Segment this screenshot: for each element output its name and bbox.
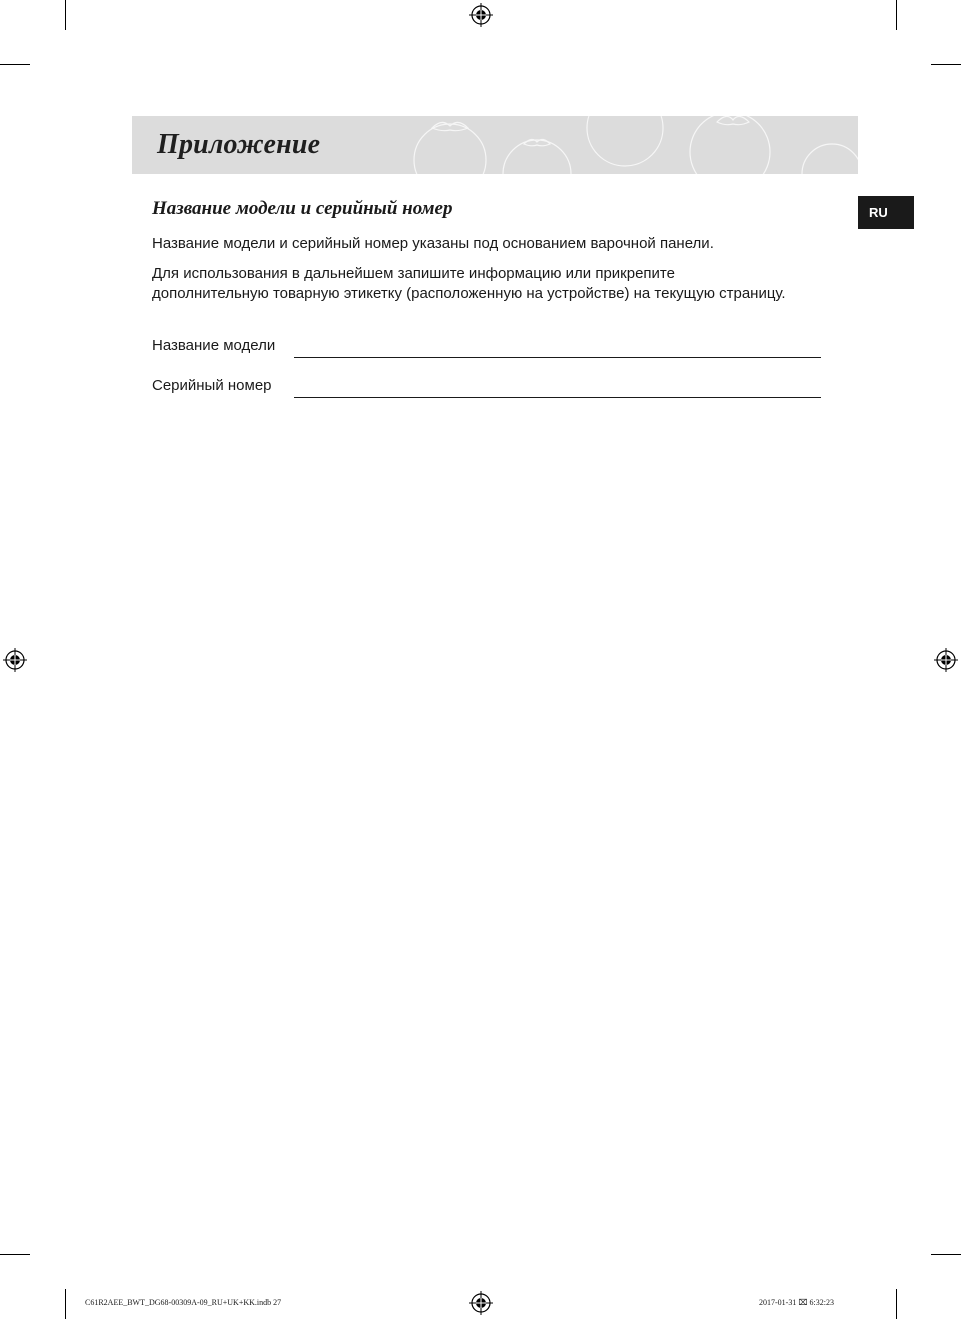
language-tab: RU xyxy=(858,196,914,229)
footer-datetime: 2017-01-31 ⌧ 6:32:23 xyxy=(759,1298,834,1307)
crop-mark xyxy=(896,1289,897,1319)
model-name-label: Название модели xyxy=(152,337,276,354)
registration-mark-icon xyxy=(934,648,958,672)
registration-mark-icon xyxy=(469,1291,493,1315)
crop-mark xyxy=(65,0,66,30)
model-name-entry-line xyxy=(294,357,821,358)
paragraph: Название модели и серийный номер указаны под основанием варочной панели. xyxy=(152,235,714,252)
crop-mark xyxy=(0,1254,30,1255)
crop-mark xyxy=(896,0,897,30)
registration-mark-icon xyxy=(469,3,493,27)
footer-file-info: C61R2AEE_BWT_DG68-00309A-09_RU+UK+KK.indb 27 xyxy=(85,1298,282,1307)
page-title: Приложение xyxy=(157,129,321,160)
crop-mark xyxy=(931,64,961,65)
header-band xyxy=(132,116,858,174)
serial-number-label: Серийный номер xyxy=(152,377,272,394)
registration-mark-icon xyxy=(3,648,27,672)
crop-mark xyxy=(0,64,30,65)
paragraph: Для использования в дальнейшем запишите информацию или прикрепите дополнительную товарную этикетку (расположенную на устройстве) на текущую страницу. xyxy=(152,265,786,302)
crop-mark xyxy=(65,1289,66,1319)
serial-number-entry-line xyxy=(294,397,821,398)
section-heading: Название модели и серийный номер xyxy=(152,198,453,219)
crop-mark xyxy=(931,1254,961,1255)
